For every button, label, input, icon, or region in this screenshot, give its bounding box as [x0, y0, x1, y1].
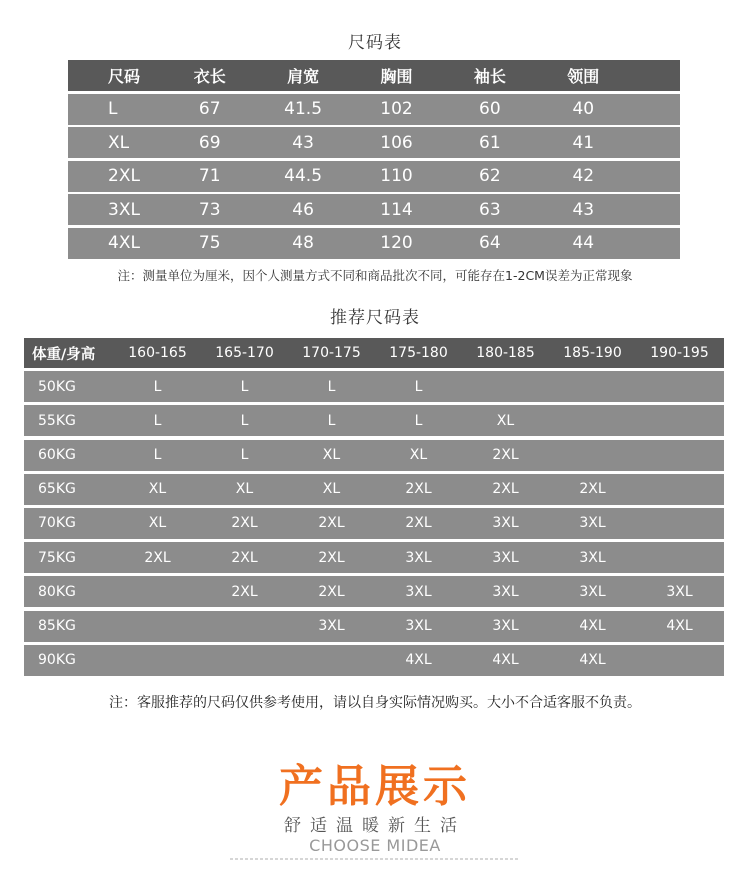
table-cell: 3XL — [579, 549, 606, 566]
header-cell: 领围 — [567, 67, 600, 86]
table-row — [24, 371, 724, 402]
table-cell: 75 — [198, 233, 221, 253]
table-cell: 4XL — [405, 652, 432, 669]
row-label-cell: 2XL — [108, 166, 140, 186]
table-cell: 2XL — [579, 481, 606, 498]
table-row — [68, 161, 680, 192]
table-cell: 48 — [292, 233, 314, 253]
recommend-table — [24, 338, 724, 679]
row-label-cell: 65KG — [38, 481, 76, 498]
table-cell: 2XL — [318, 549, 345, 566]
table-cell: 44.5 — [284, 166, 323, 186]
table-cell: 2XL — [318, 583, 345, 600]
header-cell: 袖长 — [473, 67, 506, 86]
row-label-cell: 75KG — [38, 549, 76, 566]
header-cell: 180-185 — [476, 345, 535, 361]
table-cell: 2XL — [492, 481, 519, 498]
row-label-cell: 50KG — [38, 378, 76, 395]
table-cell: 44 — [572, 233, 595, 253]
table-cell: 120 — [380, 233, 413, 253]
row-label-cell: XL — [108, 132, 130, 153]
table-cell: L — [414, 412, 423, 429]
table-cell: 4XL — [579, 652, 606, 669]
row-label-cell: L — [108, 99, 118, 119]
table-cell: 2XL — [231, 583, 258, 600]
product-showcase-subtitle: 舒适温暖新生活 — [284, 816, 466, 836]
header-cell: 175-180 — [389, 345, 448, 361]
table-cell: 114 — [380, 199, 413, 220]
table-cell: XL — [409, 447, 428, 464]
table-cell: XL — [148, 481, 167, 498]
table-cell: 67 — [198, 99, 221, 119]
table-cell: 64 — [479, 233, 501, 253]
row-label-cell: 3XL — [108, 199, 140, 220]
row-label-cell: 70KG — [38, 515, 76, 532]
brand-english-tagline: CHOOSE MIDEA — [309, 836, 441, 855]
table-cell: L — [153, 378, 162, 395]
header-cell: 肩宽 — [287, 67, 320, 86]
size-table-note: 注：测量单位为厘米，因个人测量方式不同和商品批次不同，可能存在1-2CM误差为正常现象 — [117, 268, 633, 283]
product-showcase-title: 产品展示 — [279, 761, 471, 812]
table-cell: 106 — [380, 132, 413, 153]
header-cell: 尺码 — [108, 67, 141, 86]
table-header-row — [24, 338, 724, 368]
table-cell: 71 — [198, 166, 221, 186]
table-row — [24, 405, 724, 436]
table-cell: 46 — [292, 199, 314, 220]
table-cell: 2XL — [405, 481, 432, 498]
table-header-row — [68, 60, 680, 91]
header-cell: 160-165 — [128, 345, 187, 361]
table-cell: 2XL — [318, 515, 345, 532]
table-cell: L — [240, 447, 249, 464]
table-cell: 3XL — [492, 515, 519, 532]
header-cell: 165-170 — [215, 345, 274, 361]
table-row — [24, 474, 724, 505]
table-cell: L — [327, 412, 336, 429]
row-label-cell: 85KG — [38, 618, 76, 634]
table-cell: 41.5 — [284, 99, 323, 119]
header-cell: 190-195 — [650, 345, 709, 361]
table-cell: 73 — [198, 199, 221, 220]
table-row — [24, 611, 724, 642]
table-cell: XL — [496, 412, 515, 429]
table-cell: 61 — [479, 132, 501, 153]
table-cell: 102 — [380, 99, 413, 119]
table-cell: 63 — [479, 199, 501, 220]
header-cell: 衣长 — [193, 67, 226, 86]
row-label-cell: 90KG — [38, 652, 76, 669]
table-row — [68, 127, 680, 158]
table-cell: 4XL — [666, 618, 693, 634]
table-cell: 42 — [572, 166, 595, 186]
table-cell: XL — [148, 515, 167, 532]
table-cell: 69 — [198, 132, 221, 153]
table-cell: L — [153, 447, 162, 464]
header-cell: 胸围 — [380, 67, 413, 86]
table-cell: 60 — [479, 99, 501, 119]
table-cell: 43 — [292, 132, 314, 153]
table-cell: 2XL — [231, 515, 258, 532]
row-label-cell: 4XL — [108, 233, 140, 253]
table-cell: L — [414, 378, 423, 395]
table-cell: 4XL — [492, 652, 519, 669]
header-cell: 185-190 — [563, 345, 622, 361]
table-cell: XL — [322, 447, 341, 464]
table-cell: L — [153, 412, 162, 429]
table-row — [24, 576, 724, 607]
row-label-cell: 60KG — [38, 447, 76, 464]
recommend-table-title: 推荐尺码表 — [330, 308, 420, 328]
table-cell: 62 — [479, 166, 501, 186]
table-cell: 3XL — [579, 515, 606, 532]
row-label-cell: 80KG — [38, 583, 76, 600]
table-row — [24, 542, 724, 573]
table-cell: 3XL — [492, 549, 519, 566]
table-cell: 3XL — [405, 618, 432, 634]
table-cell: XL — [235, 481, 254, 498]
table-cell: 3XL — [492, 583, 519, 600]
table-cell: 2XL — [231, 549, 258, 566]
table-cell: 3XL — [492, 618, 519, 634]
table-cell: XL — [322, 481, 341, 498]
table-cell: 3XL — [405, 549, 432, 566]
table-cell: 41 — [572, 132, 595, 153]
size-table — [68, 60, 680, 261]
table-cell: L — [240, 378, 249, 395]
table-cell: 2XL — [405, 515, 432, 532]
table-row — [68, 194, 680, 225]
header-cell: 体重/身高 — [32, 346, 96, 363]
table-cell: 2XL — [492, 447, 519, 464]
recommend-table-note: 注：客服推荐的尺码仅供参考使用，请以自身实际情况购买。大小不合适客服不负责。 — [109, 695, 641, 711]
table-row — [68, 228, 680, 259]
table-cell: 3XL — [318, 618, 345, 634]
table-cell: 3XL — [405, 583, 432, 600]
table-cell: 110 — [380, 166, 413, 186]
table-cell: L — [240, 412, 249, 429]
table-cell: L — [327, 378, 336, 395]
table-cell: 40 — [572, 99, 595, 119]
table-cell: 3XL — [579, 583, 606, 600]
table-row — [24, 645, 724, 676]
table-cell: 43 — [572, 199, 595, 220]
table-cell: 3XL — [666, 583, 693, 600]
table-row — [68, 94, 680, 125]
table-row — [24, 440, 724, 471]
decorative-divider — [230, 858, 520, 860]
table-row — [24, 508, 724, 539]
table-cell: 2XL — [144, 549, 171, 566]
row-label-cell: 55KG — [38, 412, 76, 429]
table-cell: 4XL — [579, 618, 606, 634]
header-cell: 170-175 — [302, 345, 361, 361]
size-table-title: 尺码表 — [348, 33, 402, 53]
